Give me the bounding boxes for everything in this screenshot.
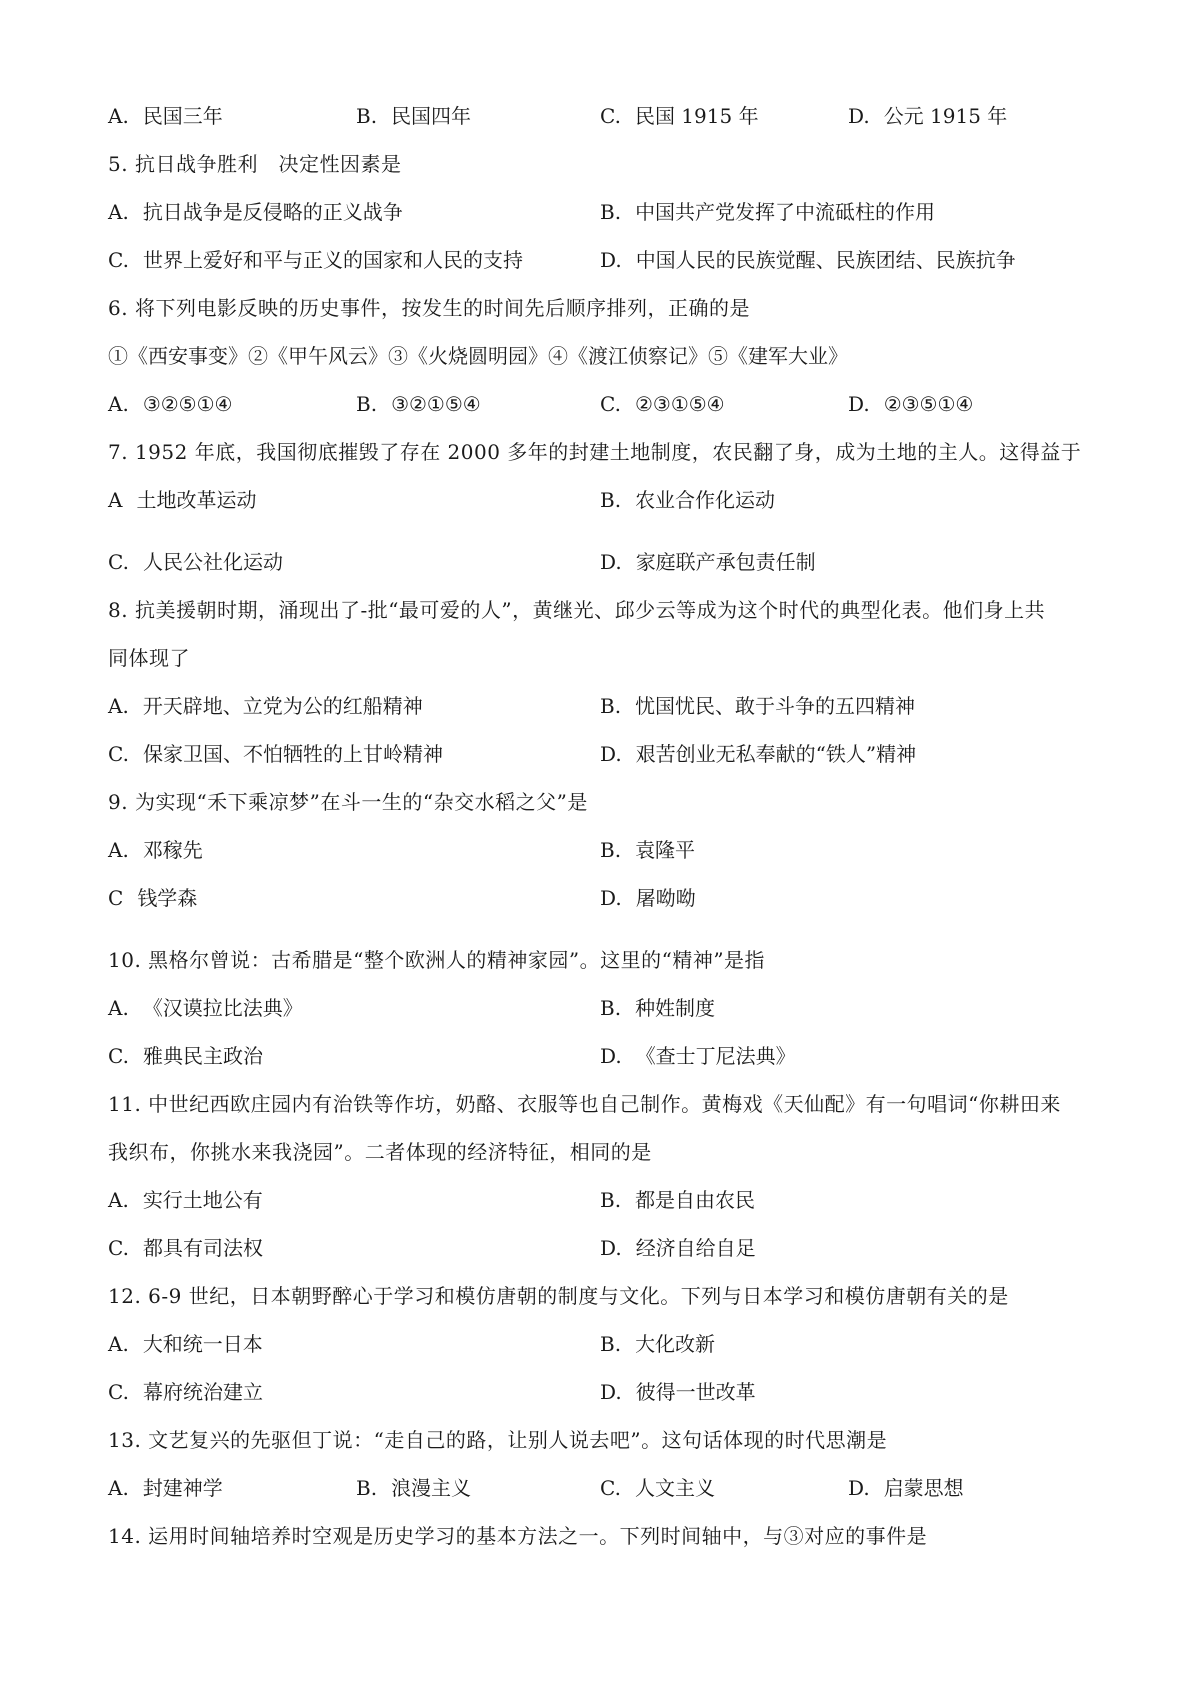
q11-option-d[interactable]: D. 经济自给自足 xyxy=(600,1236,756,1260)
q7-option-d[interactable]: D. 家庭联产承包责任制 xyxy=(600,550,816,574)
q10-option-c[interactable]: C. 雅典民主政治 xyxy=(108,1044,263,1068)
q7-option-b[interactable]: B. 农业合作化运动 xyxy=(600,488,776,512)
q4-options xyxy=(108,101,1108,131)
q10-options-row2 xyxy=(108,1041,1108,1071)
q12-options-row2 xyxy=(108,1377,1108,1407)
q11-option-c[interactable]: C. 都具有司法权 xyxy=(108,1236,263,1260)
q13-option-d[interactable]: D. 启蒙思想 xyxy=(848,1476,964,1500)
q13-option-b[interactable]: B. 浪漫主义 xyxy=(356,1476,472,1500)
q12-option-a[interactable]: A. 大和统一日本 xyxy=(108,1332,263,1356)
q5-options-row1 xyxy=(108,197,1108,227)
q6-options xyxy=(108,389,1108,419)
q11-options-row1 xyxy=(108,1185,1108,1215)
q10-options-row1 xyxy=(108,993,1108,1023)
q9-option-c[interactable]: C 钱学森 xyxy=(108,886,198,910)
q5-stem: 5. 抗日战争胜利 决定性因素是 xyxy=(108,152,402,176)
q6-option-a[interactable]: A. ③②⑤①④ xyxy=(108,392,233,416)
q4-option-b[interactable]: B. 民国四年 xyxy=(356,104,472,128)
q5-option-b[interactable]: B. 中国共产党发挥了中流砥柱的作用 xyxy=(600,200,936,224)
q14-stem: 14. 运用时间轴培养时空观是历史学习的基本方法之一。下列时间轴中，与③对应的事件是 xyxy=(108,1524,928,1548)
q8-stem-line1: 8. 抗美援朝时期，涌现出了-批“最可爱的人”，黄继光、邱少云等成为这个时代的典型化表。他们身上共 xyxy=(108,598,1046,622)
q9-options-row2 xyxy=(108,883,1108,913)
q9-option-a[interactable]: A. 邓稼先 xyxy=(108,838,203,862)
q4-option-d[interactable]: D. 公元 1915 年 xyxy=(848,104,1008,128)
q7-option-c[interactable]: C. 人民公社化运动 xyxy=(108,550,283,574)
q8-option-b[interactable]: B. 忧国忧民、敢于斗争的五四精神 xyxy=(600,694,916,718)
q10-option-a[interactable]: A. 《汉谟拉比法典》 xyxy=(108,996,303,1020)
q12-option-c[interactable]: C. 幕府统治建立 xyxy=(108,1380,263,1404)
q5-options-row2 xyxy=(108,245,1108,275)
q5-option-a[interactable]: A. 抗日战争是反侵略的正义战争 xyxy=(108,200,403,224)
q8-options-row1 xyxy=(108,691,1108,721)
q9-stem: 9. 为实现“禾下乘凉梦”在斗一生的“杂交水稻之父”是 xyxy=(108,790,588,814)
q10-option-b[interactable]: B. 种姓制度 xyxy=(600,996,716,1020)
q9-options-row1 xyxy=(108,835,1108,865)
q12-stem: 12. 6-9 世纪，日本朝野醉心于学习和模仿唐朝的制度与文化。下列与日本学习和模仿唐朝有关的是 xyxy=(108,1284,1009,1308)
q9-option-b[interactable]: B. 袁隆平 xyxy=(600,838,696,862)
q6-stem: 6. 将下列电影反映的历史事件，按发生的时间先后顺序排列，正确的是 xyxy=(108,296,750,320)
q7-stem: 7. 1952 年底，我国彻底摧毁了存在 2000 多年的封建土地制度，农民翻了身，成为土地的主人。这得益于 xyxy=(108,440,1082,464)
q8-stem-line2: 同体现了 xyxy=(108,646,190,670)
q8-option-d[interactable]: D. 艰苦创业无私奉献的“铁人”精神 xyxy=(600,742,917,766)
q7-options-row1 xyxy=(108,485,1108,515)
q12-options-row1 xyxy=(108,1329,1108,1359)
q12-option-d[interactable]: D. 彼得一世改革 xyxy=(600,1380,756,1404)
q6-option-d[interactable]: D. ②③⑤①④ xyxy=(848,392,974,416)
q8-options-row2 xyxy=(108,739,1108,769)
q4-option-c[interactable]: C. 民国 1915 年 xyxy=(600,104,759,128)
q13-option-a[interactable]: A. 封建神学 xyxy=(108,1476,223,1500)
q11-stem-line2: 我织布，你挑水来我浇园”。二者体现的经济特征，相同的是 xyxy=(108,1140,652,1164)
q6-option-c[interactable]: C. ②③①⑤④ xyxy=(600,392,725,416)
q4-option-a[interactable]: A. 民国三年 xyxy=(108,104,223,128)
q11-option-a[interactable]: A. 实行土地公有 xyxy=(108,1188,263,1212)
q5-option-d[interactable]: D. 中国人民的民族觉醒、民族团结、民族抗争 xyxy=(600,248,1016,272)
q11-options-row2 xyxy=(108,1233,1108,1263)
q6-film-list: ①《西安事变》②《甲午风云》③《火烧圆明园》④《渡江侦察记》⑤《建军大业》 xyxy=(108,344,848,368)
q12-option-b[interactable]: B. 大化改新 xyxy=(600,1332,716,1356)
q13-options xyxy=(108,1473,1108,1503)
q9-option-d[interactable]: D. 屠呦呦 xyxy=(600,886,696,910)
q11-stem-line1: 11. 中世纪西欧庄园内有治铁等作坊，奶酪、衣服等也自己制作。黄梅戏《天仙配》有一句唱词“你耕田来 xyxy=(108,1092,1061,1116)
q13-stem: 13. 文艺复兴的先驱但丁说：“走自己的路，让别人说去吧”。这句话体现的时代思潮是 xyxy=(108,1428,888,1452)
q6-option-b[interactable]: B. ③②①⑤④ xyxy=(356,392,481,416)
q10-option-d[interactable]: D. 《查士丁尼法典》 xyxy=(600,1044,796,1068)
q13-option-c[interactable]: C. 人文主义 xyxy=(600,1476,715,1500)
q7-option-a[interactable]: A 土地改革运动 xyxy=(108,488,257,512)
q11-option-b[interactable]: B. 都是自由农民 xyxy=(600,1188,756,1212)
q10-stem: 10. 黑格尔曾说：古希腊是“整个欧洲人的精神家园”。这里的“精神”是指 xyxy=(108,948,766,972)
q8-option-c[interactable]: C. 保家卫国、不怕牺牲的上甘岭精神 xyxy=(108,742,443,766)
q8-option-a[interactable]: A. 开天辟地、立党为公的红船精神 xyxy=(108,694,423,718)
q5-option-c[interactable]: C. 世界上爱好和平与正义的国家和人民的支持 xyxy=(108,248,523,272)
q7-options-row2 xyxy=(108,547,1108,577)
